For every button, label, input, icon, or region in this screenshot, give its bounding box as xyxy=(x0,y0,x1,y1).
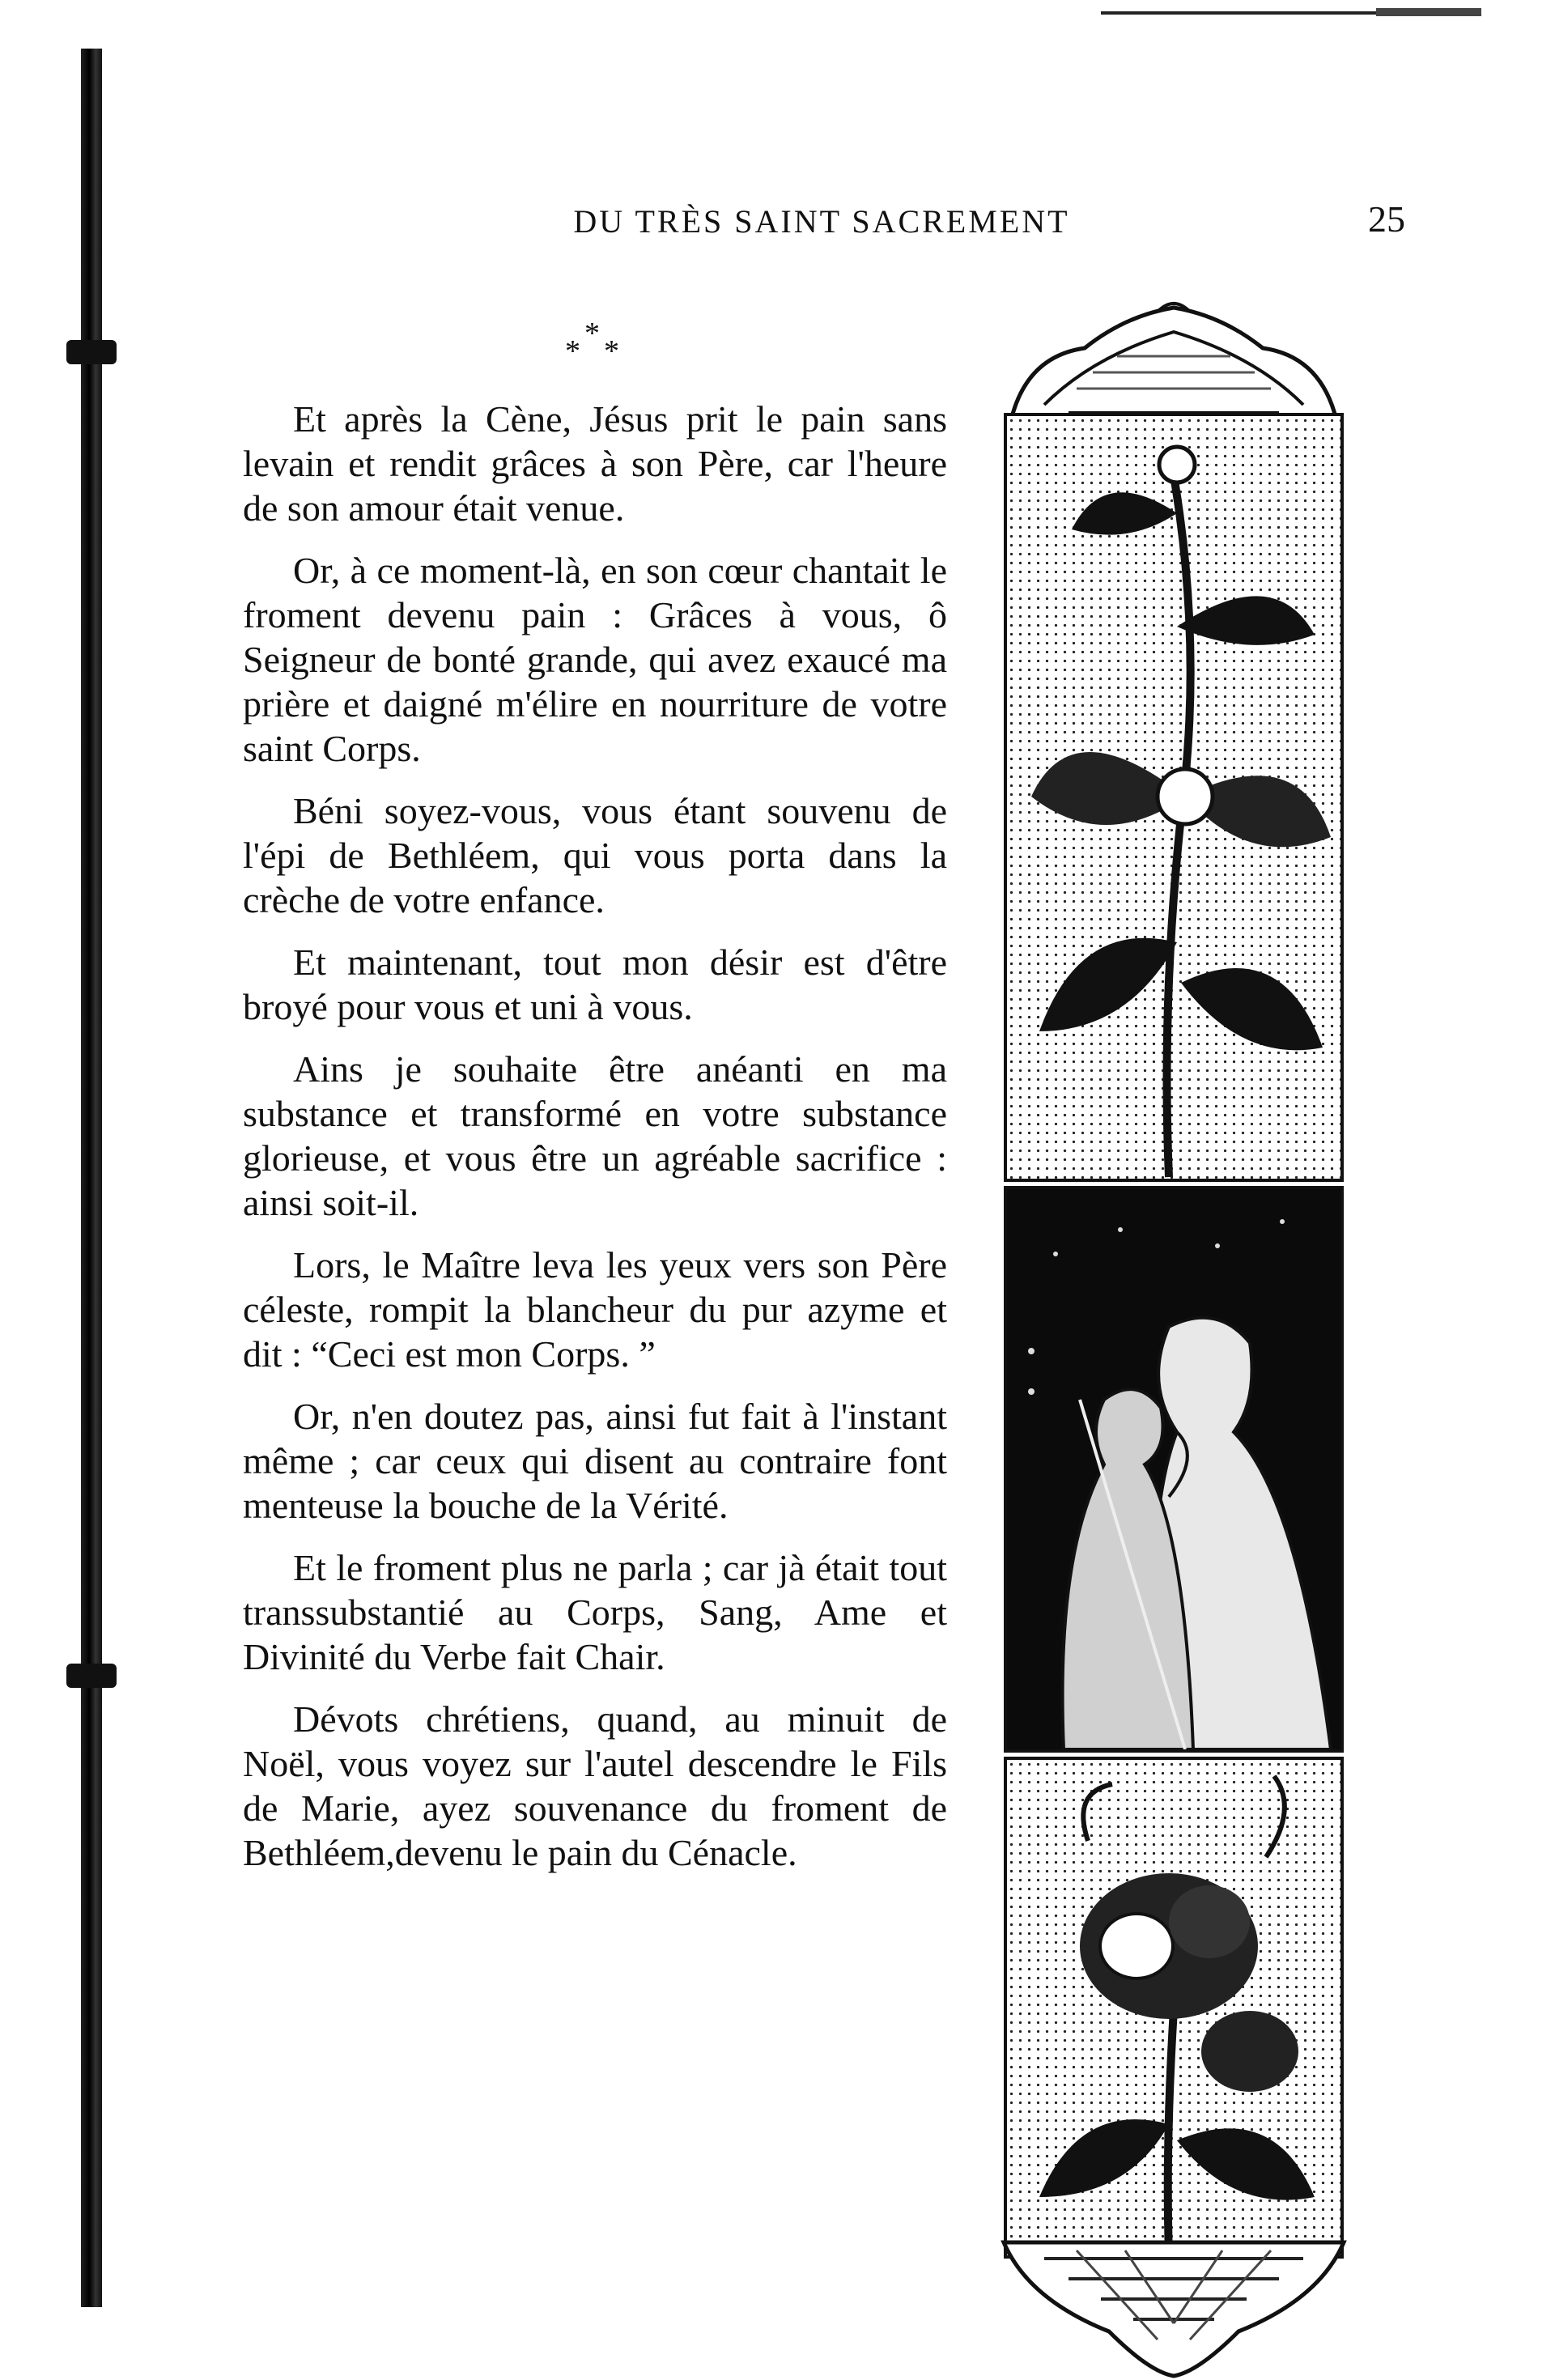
body-text xyxy=(243,397,947,1893)
top-rule-end xyxy=(1376,8,1481,16)
pansy-flower-illustration xyxy=(1007,1760,1340,2255)
running-head: DU TRÈS SAINT SACREMENT xyxy=(573,203,1070,240)
paragraph: Et après la Cène, Jésus prit le pain sans levain et rendit grâces à son Père, car l'heure de son amour était venue. xyxy=(243,398,947,529)
section-mark: * * * xyxy=(565,317,619,368)
paragraph: Dévots chrétiens, quand, au minuit de Noël, vous voyez sur l'autel descendre le Fils de Marie, ayez souvenance du froment de Bethléem,devenu le pain du Cénacle. xyxy=(243,1698,947,1873)
top-cartouche xyxy=(996,300,1352,421)
spine-band xyxy=(66,1664,117,1688)
paragraph: Ains je souhaite être anéanti en ma substance et transformé en votre substance glorieuse, et vous être un agréable sacrifice : ainsi soit-il. xyxy=(243,1048,947,1223)
flower-panel-top xyxy=(1004,413,1344,1182)
paragraph: Et maintenant, tout mon désir est d'être broyé pour vous et uni à vous. xyxy=(243,941,947,1027)
page-number: 25 xyxy=(1368,198,1405,240)
spine-band xyxy=(66,340,117,364)
book-spine xyxy=(81,49,102,2307)
ornamental-border-illustration xyxy=(996,300,1352,2210)
bottom-cartouche xyxy=(996,2234,1352,2380)
paragraph: Or, à ce moment-là, en son cœur chantait le froment devenu pain : Grâces à vous, ô Seigneur de bonté grande, qui avez exaucé ma prière et daigné m'élire en nourriture de votre saint Corps. xyxy=(243,550,947,769)
figures-illustration xyxy=(1007,1189,1340,1749)
paragraph: Béni soyez-vous, vous étant souvenu de l'épi de Bethléem, qui vous porta dans la crèche de votre enfance. xyxy=(243,790,947,920)
nativity-scene-panel xyxy=(1004,1186,1344,1753)
paragraph: Lors, le Maître leva les yeux vers son Père céleste, rompit la blancheur du pur azyme et dit : “Ceci est mon Corps. ” xyxy=(243,1244,947,1375)
paragraph: Et le froment plus ne parla ; car jà était tout transsubstantié au Corps, Sang, Ame et Divinité du Verbe fait Chair. xyxy=(243,1547,947,1677)
flower-panel-bottom xyxy=(1004,1757,1344,2259)
paragraph: Or, n'en doutez pas, ainsi fut fait à l'instant même ; car ceux qui disent au contraire font menteuse la bouche de la Vérité. xyxy=(243,1396,947,1526)
lily-flower-illustration xyxy=(1007,416,1340,1179)
